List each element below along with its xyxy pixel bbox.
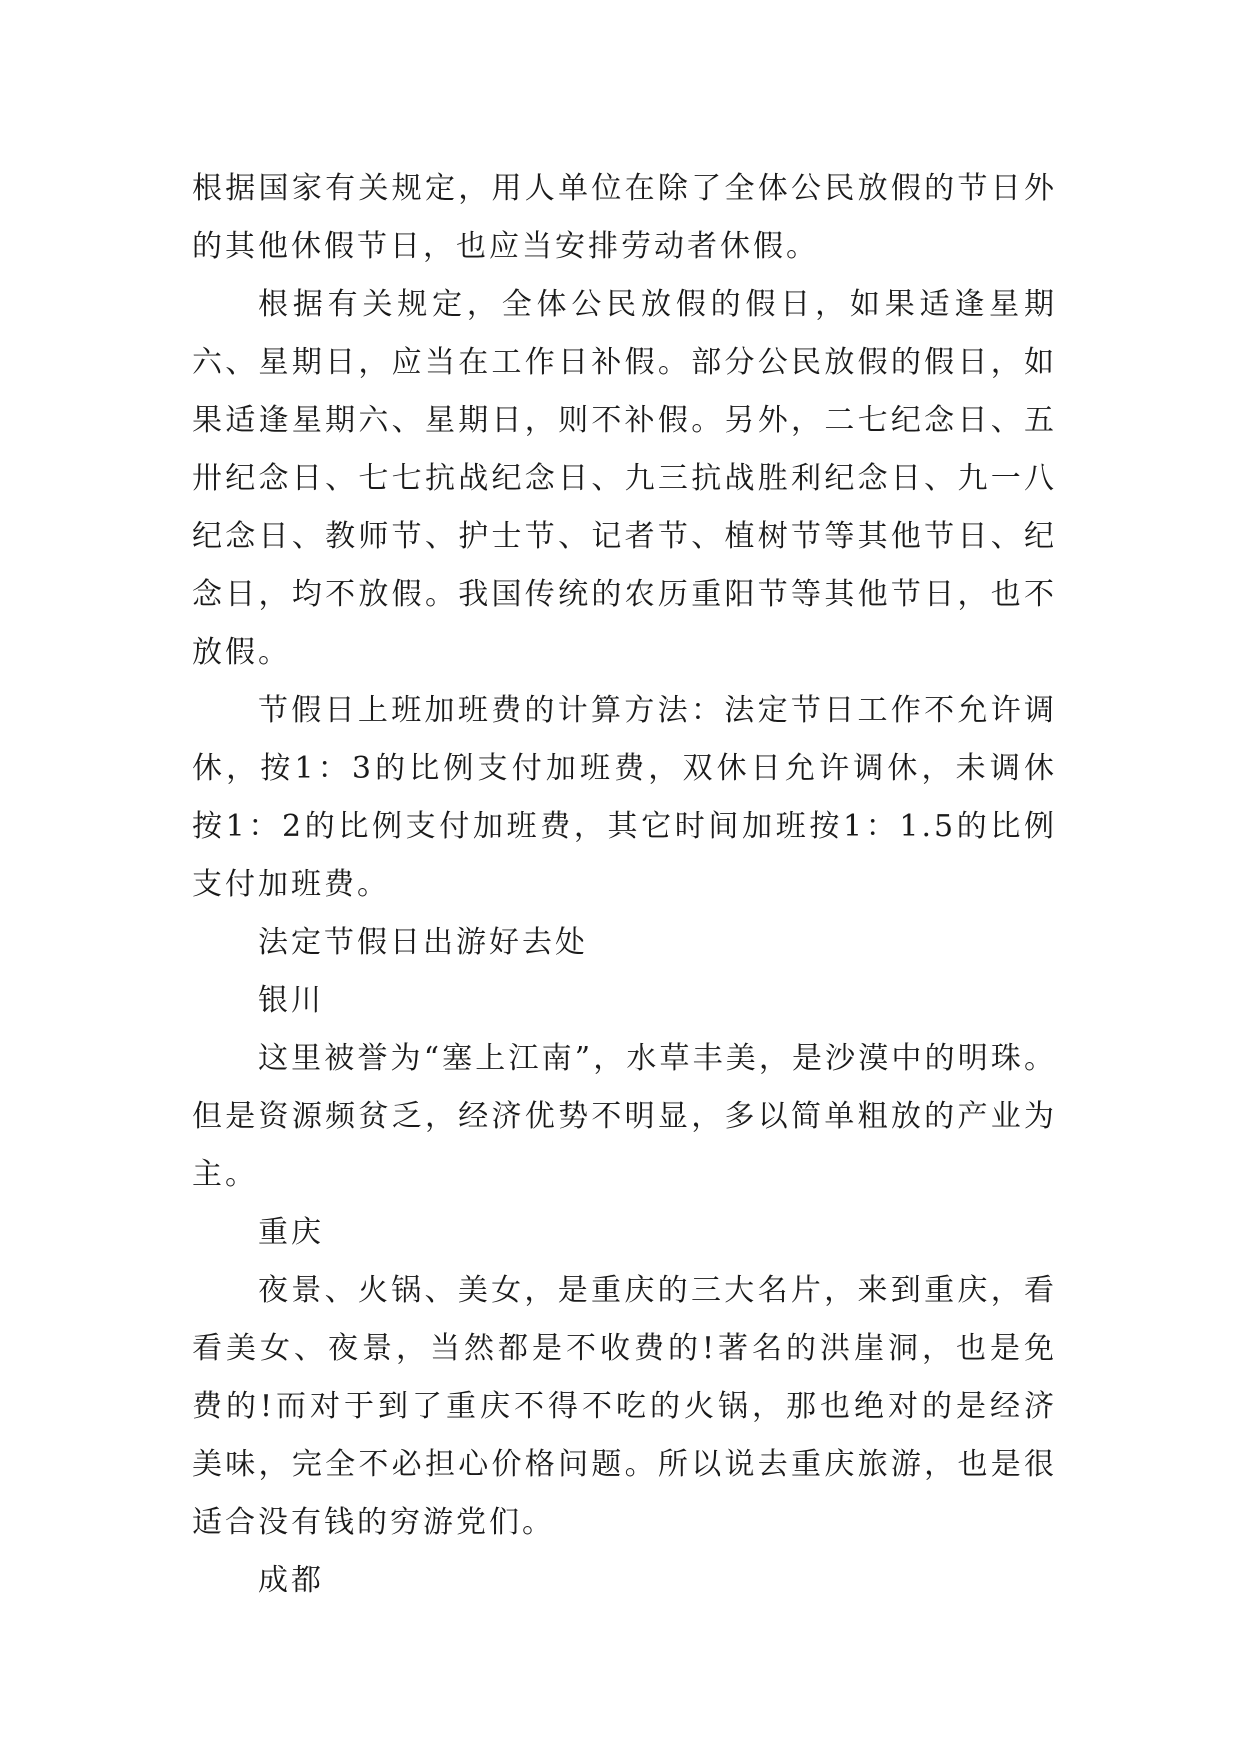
section-heading-travel: 法定节假日出游好去处	[258, 925, 588, 960]
document-body	[192, 160, 1057, 1610]
paragraph-chongqing: 夜景、火锅、美女，是重庆的三大名片，来到重庆，看看美女、夜景，当然都是不收费的!著名的洪崖洞，也是免费的!而对于到了重庆不得不吃的火锅，那也绝对的是经济美味，完全不必担心价格问题。所以说去重庆旅游，也是很适合没有钱的穷游党们。	[192, 1273, 1057, 1540]
heading-chengdu: 成都	[258, 1563, 324, 1598]
paragraph-makeup-holiday-rules: 根据有关规定，全体公民放假的假日，如果适逢星期六、星期日，应当在工作日补假。部分公民放假的假日，如果适逢星期六、星期日，则不补假。另外，二七纪念日、五卅纪念日、七七抗战纪念日、九三抗战胜利纪念日、九一八纪念日、教师节、护士节、记者节、植树节等其他节日、纪念日，均不放假。我国传统的农历重阳节等其他节日，也不放假。	[192, 287, 1057, 670]
paragraph-overtime-pay: 节假日上班加班费的计算方法：法定节日工作不允许调休，按1：3的比例支付加班费，双休日允许调休，未调休按1：2的比例支付加班费，其它时间加班按1：1.5的比例支付加班费。	[192, 693, 1057, 902]
heading-yinchuan: 银川	[258, 983, 324, 1018]
paragraph-yinchuan: 这里被誉为“塞上江南”，水草丰美，是沙漠中的明珠。但是资源频贫乏，经济优势不明显，多以简单粗放的产业为主。	[192, 1041, 1057, 1192]
heading-chongqing: 重庆	[258, 1215, 324, 1250]
paragraph-regulation-intro: 根据国家有关规定，用人单位在除了全体公民放假的节日外的其他休假节日，也应当安排劳动者休假。	[192, 171, 1057, 264]
